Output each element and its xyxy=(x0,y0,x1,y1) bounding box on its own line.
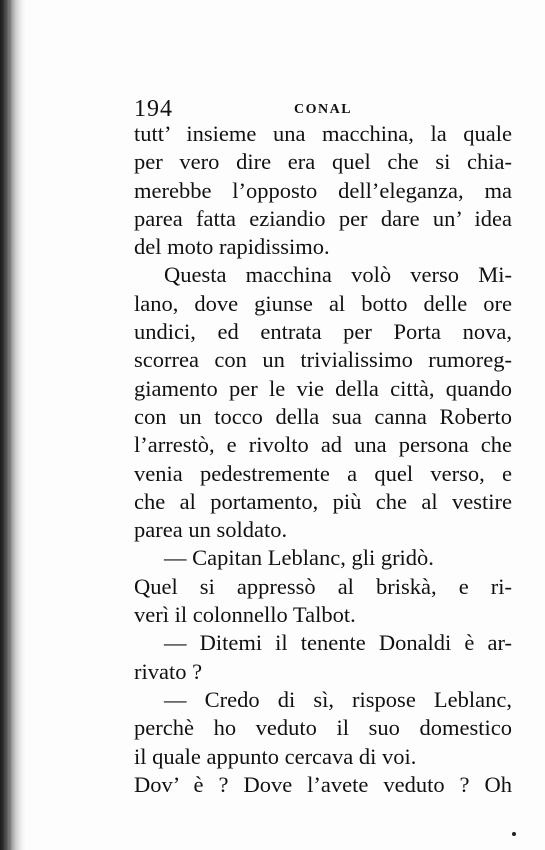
text-line: Quel si appressò al briskà, e ri- xyxy=(134,573,512,599)
running-title: CONAL xyxy=(294,102,353,117)
text-line: del moto rapidissimo. xyxy=(134,234,330,260)
text-line: parea un soldato. xyxy=(134,517,288,543)
text-line: verì il colonnello Talbot. xyxy=(134,602,356,628)
text-line: — Ditemi il tenente Donaldi è ar- xyxy=(164,630,512,656)
text-line: giamento per le vie della città, quando xyxy=(134,375,512,401)
text-line: Dov’ è ? Dove l’avete veduto ? Oh xyxy=(134,771,512,797)
text-line: l’arrestò, e rivolto ad una persona che xyxy=(134,432,512,458)
text-line: il quale appunto cercava di voi. xyxy=(134,743,417,769)
text-line: per vero dire era quel che si chia- xyxy=(134,149,512,175)
text-line: parea fatta eziandio per dare un’ idea xyxy=(134,205,512,231)
text-line: che al portamento, più che al vestire xyxy=(134,488,512,514)
text-line: perchè ho veduto il suo domestico xyxy=(134,715,512,741)
text-line: merebbe l’opposto dell’eleganza, ma xyxy=(134,177,512,203)
text-line: rivato ? xyxy=(134,658,203,684)
text-line: scorrea con un trivialissimo rumoreg- xyxy=(134,347,512,373)
binding-streak xyxy=(4,0,6,850)
text-line: — Credo di sì, rispose Leblanc, xyxy=(164,686,512,712)
text-line: venia pedestremente a quel verso, e xyxy=(134,460,512,486)
text-line: lano, dove giunse al botto delle ore xyxy=(134,290,512,316)
text-line: Questa macchina volò verso Mi- xyxy=(164,262,512,288)
ink-speck xyxy=(512,832,516,836)
text-line: undici, ed entrata per Porta nova, xyxy=(134,319,512,345)
text-line: con un tocco della sua canna Roberto xyxy=(134,403,512,429)
text-line: tutt’ insieme una macchina, la quale xyxy=(134,121,512,146)
text-line: — Capitan Leblanc, gli gridò. xyxy=(164,545,434,571)
binding-streak xyxy=(9,0,11,850)
body-text xyxy=(134,120,512,799)
page-number: 194 xyxy=(134,96,173,122)
